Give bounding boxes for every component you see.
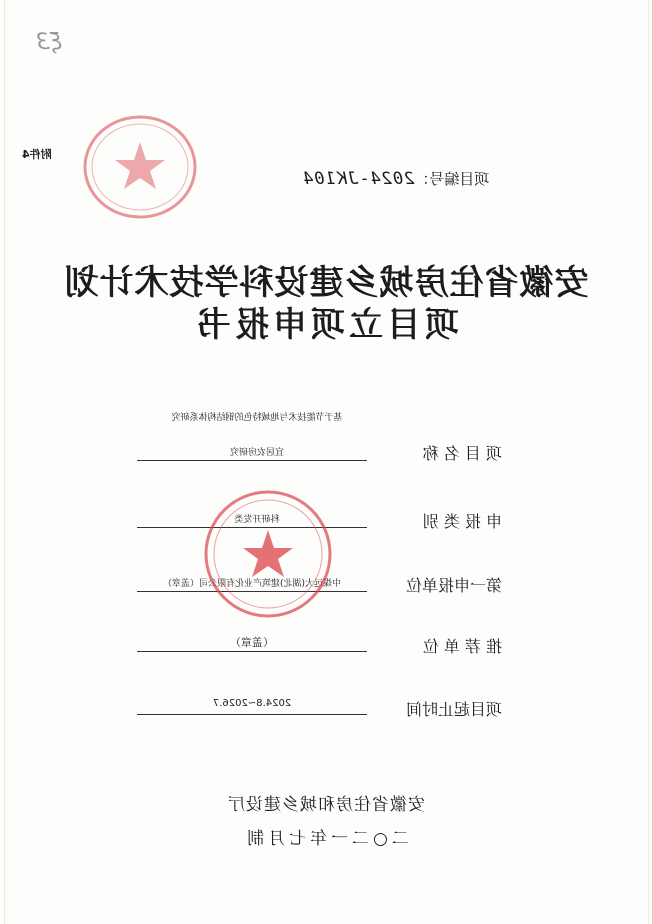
field-label-project-period: 项目起止时间 <box>405 700 502 719</box>
field-value-recommend-unit: （盖章） <box>230 636 274 649</box>
project-number <box>302 168 489 189</box>
project-number-label: 项目编号： <box>414 170 490 188</box>
approval-seal-top <box>80 112 200 222</box>
field-label-first-unit: 第一申报单位 <box>405 576 502 595</box>
field-value-project-period: 2024.8~2026.7 <box>212 698 292 709</box>
handwritten-corner-mark: ξ3 <box>35 30 62 55</box>
field-line-project-period <box>137 714 367 715</box>
issuing-department: 安徽省住房和城乡建设厅 <box>227 795 425 815</box>
document-title-line1: 安徽省住房城乡建设科学技术计划 <box>63 263 589 303</box>
field-line-recommend-unit <box>137 651 367 652</box>
project-number-value: 2024-JK104 <box>302 169 415 189</box>
field-label-project-name: 项 目 名 称 <box>422 444 502 463</box>
field-label-recommend-unit: 推 荐 单 位 <box>422 637 502 656</box>
field-label-category: 申 报 类 别 <box>422 512 502 531</box>
attachment-label: 附件4 <box>22 148 52 161</box>
field-value-project-name-line2: 宜居农房研究 <box>230 448 285 458</box>
document-title-line2: 项目立项申报书 <box>193 305 459 345</box>
field-value-first-unit: 中煤远大(湖北)建筑产业化有限公司（盖章） <box>162 579 342 589</box>
company-seal <box>202 488 334 620</box>
field-value-category: 科研开发类 <box>234 515 280 525</box>
issue-date: 二○二一年七月制 <box>243 829 409 849</box>
field-line-project-name <box>137 460 367 461</box>
field-value-project-name-line1: 基于节能技术与地域特色的钢结构体系研究 <box>171 413 343 423</box>
